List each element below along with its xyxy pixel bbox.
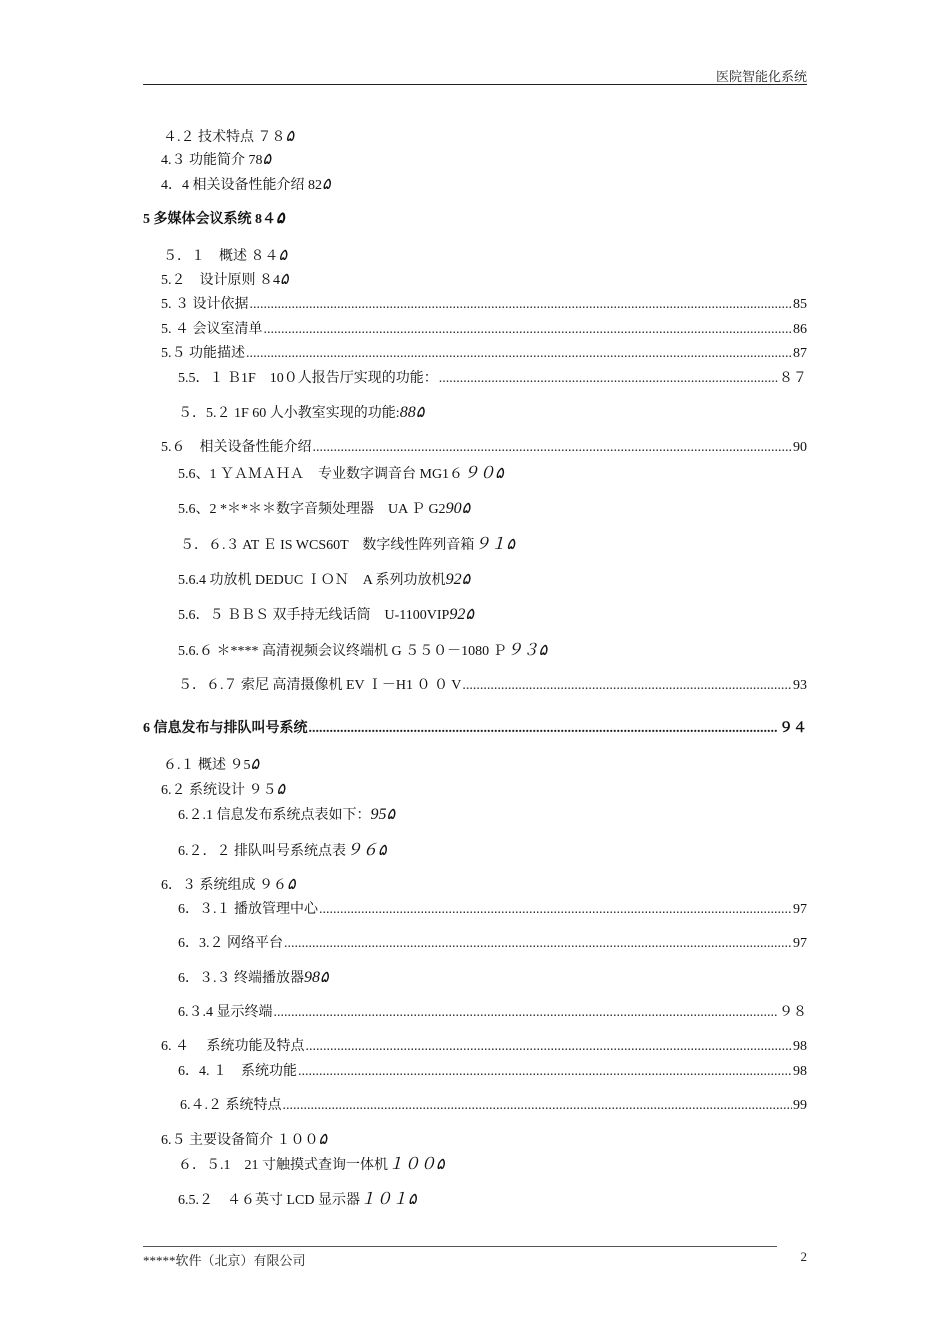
toc-entry[interactable] [161, 1038, 807, 1056]
toc-entry-label: 6．３ 系统组成 ９６ [161, 878, 287, 893]
toc-entry-tail: ۵ [276, 210, 285, 227]
toc-entry-tail: 98۵ [304, 969, 329, 986]
toc-entry-tail: ۵ [318, 1131, 328, 1148]
toc-entry-label: 6.２．２ 排队叫号系统点表 [178, 844, 346, 859]
toc-entry-label: 5. ３ 设计依据 [161, 297, 249, 312]
toc-entry[interactable] [178, 1191, 807, 1210]
toc-entry-label: 4.３ 功能简介 78 [161, 153, 263, 168]
toc-entry[interactable] [161, 151, 807, 170]
toc-entry-label: 5.6、2 *＊*＊＊数字音频处理器 UA Ｐ G2 [178, 502, 446, 517]
toc-entry[interactable] [161, 296, 807, 314]
toc-entry-label: ５．１ 概述 ８４ [163, 249, 279, 264]
footer-page-number: 2 [800, 1249, 807, 1264]
toc-entry-page: 86 [793, 322, 807, 337]
toc-entry[interactable] [161, 1131, 807, 1150]
toc-entry-tail: １０１۵ [360, 1191, 417, 1208]
running-header: 医院智能化系统 [715, 69, 807, 84]
toc-leader-dots [264, 321, 793, 339]
toc-entry-tail: ９６۵ [346, 842, 387, 859]
toc-entry-label: 5.6.4 功放机 DEDUC ＩＯＮ A 系列功放机 [178, 573, 446, 588]
toc-leader-dots [283, 1097, 793, 1115]
footer-divider [143, 1246, 777, 1247]
toc-entry-label: 6.５ 主要设备简介 １００ [161, 1133, 319, 1148]
toc-entry[interactable] [178, 642, 807, 661]
toc-entry[interactable] [178, 571, 807, 590]
toc-entry[interactable] [178, 806, 807, 825]
toc-entry-tail: ９３۵ [506, 642, 548, 659]
toc-entry-label: ６．５.1 21 寸触摸式查询一体机 [178, 1158, 388, 1173]
toc-entry[interactable] [161, 321, 807, 339]
toc-entry-label: 5 多媒体会议系统 8４ [143, 212, 276, 227]
toc-entry-tail: ９０۵ [463, 465, 504, 482]
toc-entry-tail: ۵ [280, 271, 289, 288]
toc-entry[interactable] [178, 969, 807, 988]
toc-entry[interactable] [178, 500, 807, 519]
toc-entry-tail: １００۵ [388, 1156, 445, 1173]
toc-entry-page: ８７ [779, 371, 807, 386]
toc-entry-label: 6. ４ 系统功能及特点 [161, 1039, 305, 1054]
toc-entry[interactable] [178, 1156, 807, 1175]
toc-entry-label: 5.６ 相关设备性能介绍 [161, 440, 312, 455]
toc-entry-tail: ۵ [262, 151, 272, 168]
toc-entry-label: 5.５ 功能描述 [161, 346, 245, 361]
toc-entry-label: ４.２ 技术特点 ７８ [163, 130, 286, 145]
toc-leader-dots [306, 1038, 793, 1056]
toc-entry[interactable] [161, 439, 807, 457]
toc-entry[interactable] [178, 606, 807, 625]
toc-leader-dots [298, 1063, 792, 1081]
toc-entry-page: 90 [793, 440, 807, 455]
toc-entry[interactable] [178, 404, 807, 423]
toc-entry[interactable] [178, 1004, 807, 1022]
toc-entry[interactable] [178, 935, 807, 953]
toc-entry-label: 5.6.６ ＊**** 高清视频会议终端机 G ５５０－1080 Ｐ [178, 644, 507, 659]
toc-entry-tail: 88۵ [399, 404, 425, 421]
footer-company: *****软件（北京）有限公司 [143, 1253, 306, 1268]
toc-entry-label: 6．３.１ 播放管理中心 [178, 902, 318, 917]
toc-entry-label: ５．６.７ 索尼 高清摄像机 EV Ｉ－H1 ０ ０ V [178, 678, 462, 693]
toc-entry-tail: 95۵ [370, 806, 396, 823]
toc-entry-page: 85 [793, 297, 807, 312]
toc-entry-label: 5.２ 设计原则 ８4 [161, 273, 280, 288]
toc-entry[interactable] [178, 842, 807, 861]
toc-entry-tail: ۵ [285, 128, 295, 145]
toc-entry-tail: ۵ [322, 176, 331, 193]
toc-entry-page: 99 [793, 1098, 807, 1113]
toc-entry[interactable] [178, 465, 807, 484]
toc-leader-dots [284, 935, 792, 953]
toc-leader-dots [250, 296, 793, 314]
toc-leader-dots [313, 439, 793, 457]
toc-entry-label: 6.３.4 显示终端 [178, 1005, 273, 1020]
toc-entry-tail: ۵ [278, 247, 288, 264]
toc-entry-label: ６.１ 概述 ９5 [163, 758, 251, 773]
toc-entry-page: 98 [793, 1064, 807, 1079]
toc-entry-label: 4．4 相关设备性能介绍 82 [161, 178, 322, 193]
toc-entry-label: 6.４.２ 系统特点 [180, 1098, 282, 1113]
toc-entry-tail: ۵ [276, 781, 286, 798]
toc-entry[interactable] [143, 720, 807, 738]
toc-entry-page: ９８ [779, 1005, 807, 1020]
toc-entry-tail: 90۵ [445, 500, 471, 517]
toc-leader-dots [309, 720, 779, 738]
toc-leader-dots [439, 370, 778, 388]
toc-entry-page: 87 [793, 346, 807, 361]
toc-entry[interactable] [161, 271, 807, 290]
header-divider [143, 84, 807, 85]
toc-entry[interactable] [163, 756, 807, 775]
toc-entry-tail: ۵ [250, 756, 260, 773]
toc-entry-page: 93 [793, 678, 807, 693]
toc-entry-label: 5. ４ 会议室清单 [161, 322, 263, 337]
toc-entry-label: 6.２ 系统设计 ９５ [161, 783, 277, 798]
toc-entry[interactable] [180, 536, 807, 555]
toc-entry-label: 5.6．５ ＢＢＳ 双手持无线话筒 U-1100VIP [178, 608, 450, 623]
toc-entry-page: 97 [793, 936, 807, 951]
toc-entry-tail: 92۵ [445, 571, 471, 588]
toc-entry-tail: 92۵ [449, 606, 474, 623]
toc-entry-label: 6．4. １ 系统功能 [178, 1064, 297, 1079]
toc-entry-label: 5.5．１ Ｂ1F 10０人报告厅实现的功能： [178, 371, 438, 386]
toc-entry[interactable] [161, 876, 807, 895]
toc-leader-dots [319, 901, 792, 919]
toc-entry[interactable] [143, 210, 807, 229]
toc-entry[interactable] [178, 1063, 807, 1081]
toc-entry[interactable] [163, 128, 807, 147]
toc-leader-dots [462, 677, 792, 695]
toc-entry-label: 5.6、1 ＹＡＭＡＨＡ 专业数字调音台 MG1６ [178, 467, 464, 482]
toc-entry[interactable] [163, 247, 807, 266]
toc-entry-label: 6.5.２ ４６英寸 LCD 显示器 [178, 1193, 360, 1208]
toc-entry-label: ５．６.３ AT Ｅ IS WCS60T 数字线性阵列音箱 [180, 538, 475, 553]
toc-entry-tail: ９１۵ [474, 536, 516, 553]
toc-entry-tail: ۵ [287, 876, 296, 893]
toc-entry-label: 6 信息发布与排队叫号系统 [143, 721, 308, 736]
toc-entry[interactable] [161, 345, 807, 363]
toc-entry-label: 6．３.３ 终端播放器 [178, 971, 304, 986]
toc-entry-page: 97 [793, 902, 807, 917]
toc-entry-page: 98 [793, 1039, 807, 1054]
toc-entry-label: 6.２.1 信息发布系统点表如下： [178, 808, 371, 823]
toc-entry-label: ５．5.２ 1F 60 人小教室实现的功能: [178, 406, 400, 421]
toc-leader-dots [274, 1004, 779, 1022]
toc-entry[interactable] [178, 901, 807, 919]
toc-entry[interactable] [178, 370, 807, 388]
toc-entry[interactable] [161, 176, 807, 195]
toc-entry[interactable] [161, 781, 807, 800]
toc-entry-page: ９４ [779, 721, 807, 736]
toc-leader-dots [246, 345, 792, 363]
toc-entry-label: 6．3.２ 网络平台 [178, 936, 283, 951]
toc-entry[interactable] [180, 1097, 807, 1115]
toc-entry[interactable] [178, 677, 807, 695]
